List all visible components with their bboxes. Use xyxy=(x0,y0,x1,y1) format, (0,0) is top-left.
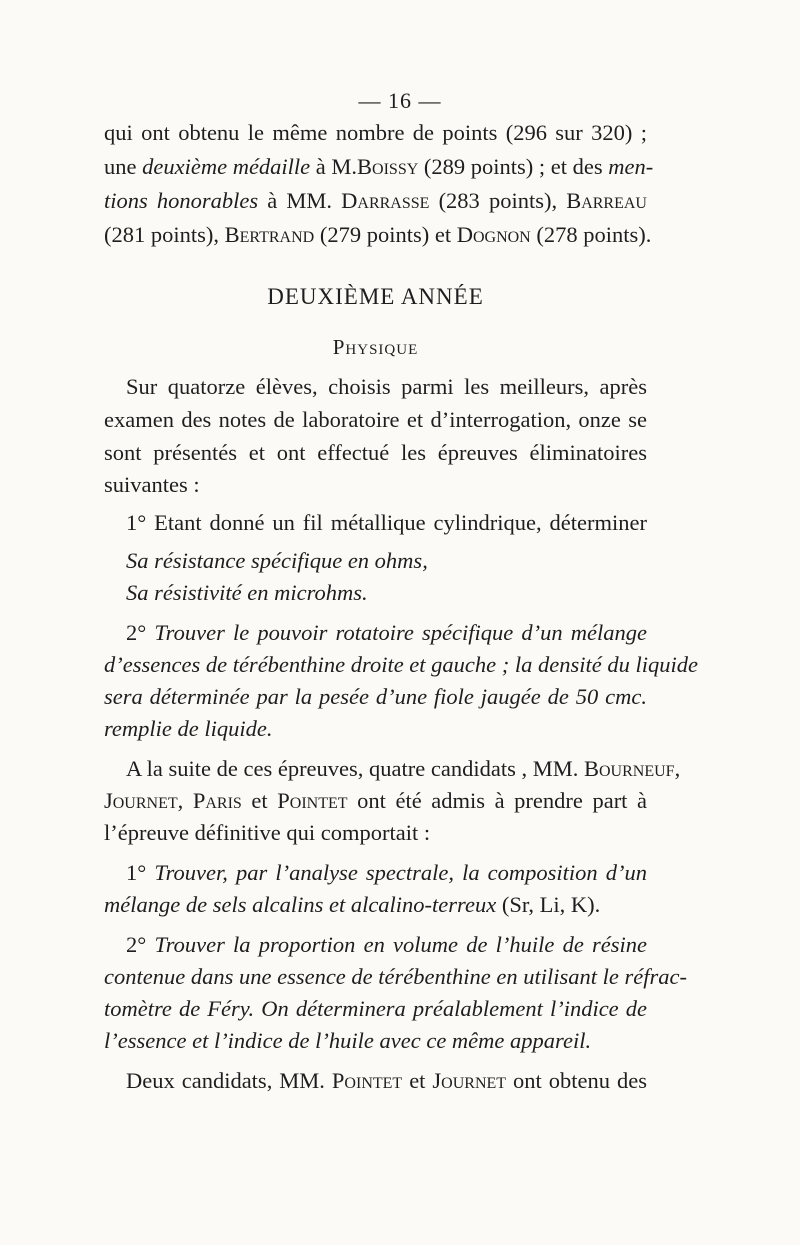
name-boissy: Boissy xyxy=(357,154,419,179)
paragraph-line: une deuxième médaille à M.Boissy (289 points) ; et des men- xyxy=(104,154,654,179)
paragraph-line: qui ont obtenu le même nombre de points (296 sur 320) ; xyxy=(104,120,647,145)
question-line: tomètre de Féry. On déterminera préalablement l’indice de xyxy=(104,996,647,1021)
question-line: mélange de sels alcalins et alcalino-terreux (Sr, Li, K). xyxy=(104,892,601,917)
question-line: 2° Trouver la proportion en volume de l’huile de résine xyxy=(126,932,647,957)
question-line: l’essence et l’indice de l’huile avec ce même appareil. xyxy=(104,1028,592,1053)
section-subheading: Physique xyxy=(332,335,419,359)
paragraph-line: Journet, Paris et Pointet ont été admis à prendre part à xyxy=(104,788,648,813)
question-item: Sa résistance spécifique en ohms, xyxy=(126,548,428,573)
paragraph-line: Sur quatorze élèves, choisis parmi les meilleurs, après xyxy=(126,374,647,399)
paragraph-line: examen des notes de laboratoire et d’interrogation, onze se xyxy=(104,407,647,432)
paragraph-line: l’épreuve définitive qui comportait : xyxy=(104,820,431,845)
question-item: Sa résistivité en microhms. xyxy=(126,580,368,605)
question-line: 1° Etant donné un fil métallique cylindrique, déterminer xyxy=(126,510,647,535)
page-number: — 16 — xyxy=(358,88,442,113)
question-line: 2° Trouver le pouvoir rotatoire spécifique d’un mélange xyxy=(126,620,647,645)
paragraph-line: A la suite de ces épreuves, quatre candidats , MM. Bourneuf, xyxy=(126,756,681,781)
paragraph-line: (281 points), Bertrand (279 points) et Dognon (278 points). xyxy=(104,222,652,247)
question-line: contenue dans une essence de térébenthine en utilisant le réfrac- xyxy=(104,964,687,989)
paragraph-line: Deux candidats, MM. Pointet et Journet ont obtenu des xyxy=(126,1068,647,1093)
question-line: 1° Trouver, par l’analyse spectrale, la composition d’un xyxy=(126,860,647,885)
section-heading: DEUXIÈME ANNÉE xyxy=(267,284,484,309)
paragraph-line: tions honorables à MM. Darrasse (283 points), Barreau xyxy=(104,188,647,213)
question-line: remplie de liquide. xyxy=(104,716,273,741)
question-line: sera déterminée par la pesée d’une fiole jaugée de 50 cmc. xyxy=(104,684,647,709)
question-line: d’essences de térébenthine droite et gauche ; la densité du liquide xyxy=(104,652,698,677)
paragraph-line: suivantes : xyxy=(104,472,200,497)
paragraph-line: sont présentés et ont effectué les épreuves éliminatoires xyxy=(104,440,647,465)
